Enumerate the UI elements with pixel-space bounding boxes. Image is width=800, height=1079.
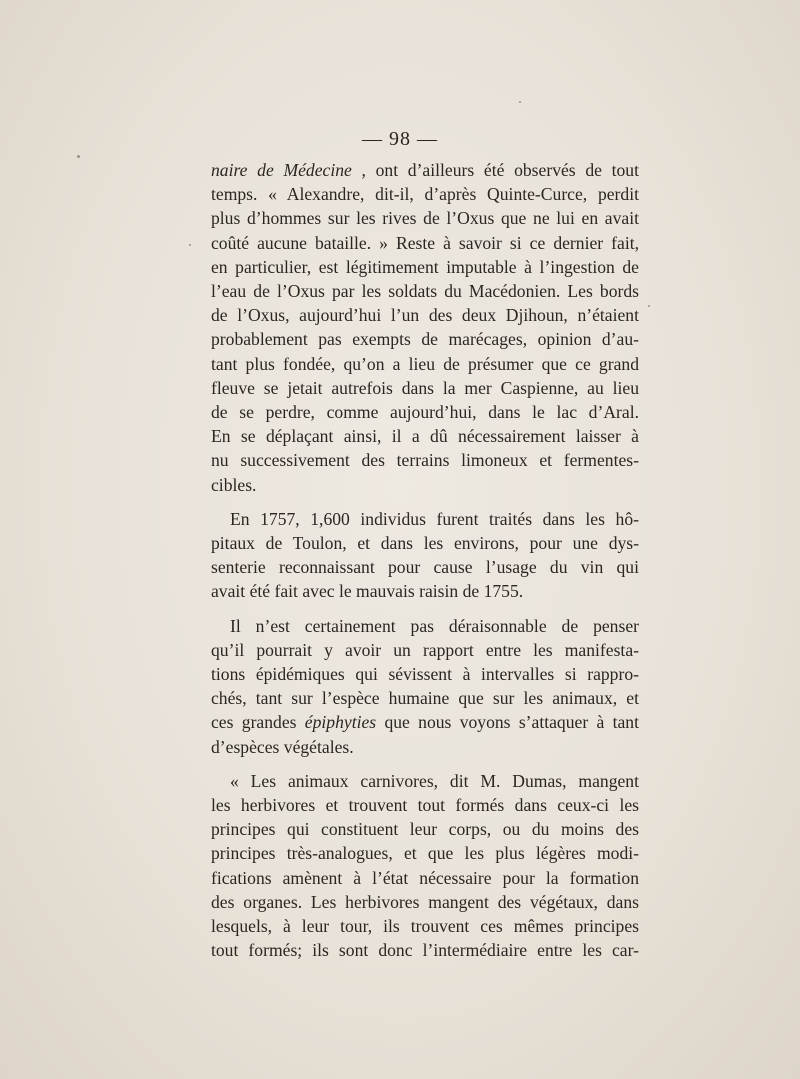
- text-line: « Les animaux carnivores, dit M. Dumas, mangent: [230, 770, 639, 791]
- text-line: lesquels, à leur tour, ils trouvent ces mêmes principes: [211, 916, 639, 937]
- text-run: ont d’ailleurs été observés de tout: [365, 160, 639, 180]
- text-line: probablement pas exempts de marécages, opinion d’au-: [211, 329, 639, 350]
- text-line: Il n’est certainement pas déraisonnable de penser: [230, 615, 639, 636]
- text-line: d’espèces végétales.: [211, 736, 354, 757]
- text-line: les herbivores et trouvent tout formés dans ceux-ci les: [211, 795, 639, 816]
- text-line: principes très-analogues, et que les plus légères modi-: [211, 843, 639, 864]
- italic-word: épiphyties: [304, 712, 377, 733]
- text-line: principes qui constituent leur corps, ou du moins des: [211, 819, 639, 840]
- text-line: En se déplaçant ainsi, il a dû nécessairement laisser à: [211, 426, 639, 447]
- paper-speck: [648, 305, 650, 307]
- paper-speck: [77, 155, 80, 158]
- text-line: cibles.: [211, 474, 257, 495]
- text-line: fications amènent à l’état nécessaire pour la formation: [211, 867, 639, 888]
- paper-speck: [519, 101, 521, 103]
- text-line: tout formés; ils sont donc l’intermédiaire entre les car-: [211, 940, 639, 961]
- text-run: ces grandes: [211, 712, 305, 733]
- text-line: [211, 710, 639, 734]
- text-line: de se perdre, comme aujourd’hui, dans le lac d’Aral.: [211, 402, 639, 423]
- paper-speck: [189, 244, 191, 246]
- text-line: fleuve se jetait autrefois dans la mer Caspienne, au lieu: [211, 377, 639, 398]
- text-line: coûté aucune bataille. » Reste à savoir si ce dernier fait,: [211, 232, 639, 253]
- text-run: que nous voyons s’attaquer à tant: [376, 712, 639, 733]
- text-line: pitaux de Toulon, et dans les environs, pour une dys-: [211, 533, 639, 554]
- text-line: tions épidémiques qui sévissent à intervalles si rappro-: [211, 664, 639, 685]
- body-text: [211, 158, 639, 963]
- text-line: En 1757, 1,600 individus furent traités dans les hô-: [230, 508, 639, 529]
- text-line: [211, 158, 639, 182]
- text-line: l’eau de l’Oxus par les soldats du Macédonien. Les bords: [211, 281, 639, 302]
- text-line: avait été fait avec le mauvais raisin de 1755.: [211, 581, 524, 602]
- text-line: senterie reconnaissant pour cause l’usage du vin qui: [211, 557, 639, 578]
- text-line: qu’il pourrait y avoir un rapport entre les manifesta-: [211, 639, 639, 660]
- text-line: nu successivement des terrains limoneux et fermentes-: [211, 450, 639, 471]
- text-line: temps. « Alexandre, dit-il, d’après Quinte-Curce, perdit: [211, 184, 639, 205]
- text-line: en particulier, est légitimement imputable à l’ingestion de: [211, 256, 639, 277]
- page-number: — 98 —: [362, 128, 438, 150]
- text-line: des organes. Les herbivores mangent des végétaux, dans: [211, 891, 639, 912]
- italic-phrase: naire de Médecine ,: [211, 160, 366, 180]
- text-line: de l’Oxus, aujourd’hui l’un des deux Djihoun, n’étaient: [211, 305, 639, 326]
- paragraph: [211, 614, 639, 759]
- paragraph: [211, 769, 639, 963]
- paragraph: [211, 507, 639, 604]
- text-line: chés, tant sur l’espèce humaine que sur les animaux, et: [211, 688, 639, 709]
- paragraph: [211, 158, 639, 497]
- text-line: tant plus fondée, qu’on a lieu de présumer que ce grand: [211, 353, 639, 374]
- text-line: plus d’hommes sur les rives de l’Oxus que ne lui en avait: [211, 208, 639, 229]
